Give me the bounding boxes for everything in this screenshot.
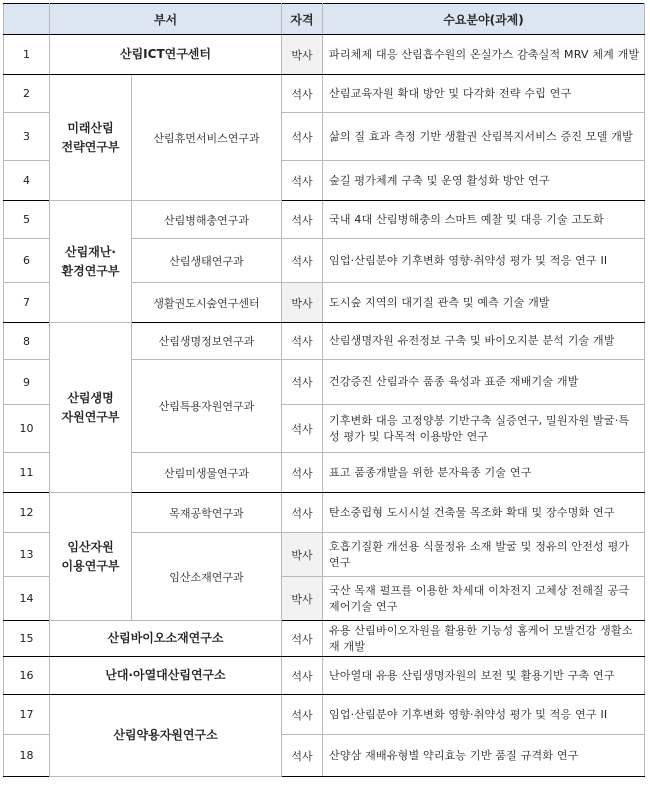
task: 국내 4대 산림병해충의 스마트 예찰 및 대응 기술 고도화 xyxy=(323,201,645,239)
qualification: 석사 xyxy=(282,735,323,777)
qualification: 석사 xyxy=(282,695,323,735)
department: 난대·아열대산림연구소 xyxy=(50,657,282,695)
task: 도시숲 지역의 대기질 관측 및 예측 기술 개발 xyxy=(323,283,645,323)
qualification: 석사 xyxy=(282,161,323,201)
task: 산양삼 재배유형별 약리효능 기반 품질 규격화 연구 xyxy=(323,735,645,777)
qualification: 석사 xyxy=(282,239,323,283)
row-number: 3 xyxy=(4,113,50,161)
row-number: 17 xyxy=(4,695,50,735)
qualification: 박사 xyxy=(282,577,323,621)
sub-department: 산림생명정보연구과 xyxy=(132,323,282,360)
task: 파리체제 대응 산림흡수원의 온실가스 감축실적 MRV 체계 개발 xyxy=(323,35,645,75)
header-number xyxy=(4,4,50,35)
row-number: 10 xyxy=(4,405,50,453)
task: 임업·산림분야 기후변화 영향·취약성 평가 및 적응 연구 II xyxy=(323,239,645,283)
task: 임업·산림분야 기후변화 영향·취약성 평가 및 적응 연구 II xyxy=(323,695,645,735)
sub-department: 산림생태연구과 xyxy=(132,239,282,283)
table-row xyxy=(4,35,645,75)
qualification: 박사 xyxy=(282,35,323,75)
row-number: 6 xyxy=(4,239,50,283)
task: 산림교육자원 확대 방안 및 다각화 전략 수립 연구 xyxy=(323,75,645,113)
task: 산림생명자원 유전정보 구축 및 바이오지분 분석 기술 개발 xyxy=(323,323,645,360)
sub-department: 임산소재연구과 xyxy=(132,533,282,621)
department: 산림바이오소재연구소 xyxy=(50,621,282,657)
qualification: 석사 xyxy=(282,453,323,493)
sub-department: 목재공학연구과 xyxy=(132,493,282,533)
department: 산림ICT연구센터 xyxy=(50,35,282,75)
task: 삶의 질 효과 측정 기반 생활권 산림복지서비스 증진 모델 개발 xyxy=(323,113,645,161)
row-number: 1 xyxy=(4,35,50,75)
qualification: 석사 xyxy=(282,75,323,113)
row-number: 11 xyxy=(4,453,50,493)
row-number: 7 xyxy=(4,283,50,323)
task: 기후변화 대응 고정양봉 기반구축 실증연구, 밀원자원 발굴·특성 평가 및 다목적 이용방안 연구 xyxy=(323,405,645,453)
task: 난아열대 유용 산림생명자원의 보전 및 활용기반 구축 연구 xyxy=(323,657,645,695)
qualification: 석사 xyxy=(282,201,323,239)
sub-department: 산림휴먼서비스연구과 xyxy=(132,75,282,201)
table-row xyxy=(4,323,645,360)
table-row xyxy=(4,695,645,735)
table-row xyxy=(4,201,645,239)
table-row xyxy=(4,75,645,113)
header-field: 수요분야(과제) xyxy=(323,4,645,35)
department: 산림재난· 환경연구부 xyxy=(50,201,132,323)
row-number: 9 xyxy=(4,360,50,405)
row-number: 13 xyxy=(4,533,50,577)
task: 유용 산림바이오자원을 활용한 기능성 홈케어 모발건강 생활소재 개발 xyxy=(323,621,645,657)
department: 미래산림 전략연구부 xyxy=(50,75,132,201)
qualification: 박사 xyxy=(282,533,323,577)
qualification: 석사 xyxy=(282,405,323,453)
row-number: 8 xyxy=(4,323,50,360)
qualification: 석사 xyxy=(282,113,323,161)
row-number: 18 xyxy=(4,735,50,777)
row-number: 15 xyxy=(4,621,50,657)
row-number: 16 xyxy=(4,657,50,695)
qualification: 석사 xyxy=(282,621,323,657)
table-row xyxy=(4,493,645,533)
task: 국산 목재 펄프를 이용한 차세대 이차전지 고체상 전해질 공극 제어기술 연구 xyxy=(323,577,645,621)
table-row xyxy=(4,657,645,695)
header-department: 부서 xyxy=(50,4,282,35)
task: 표고 품종개발을 위한 분자육종 기술 연구 xyxy=(323,453,645,493)
qualification: 석사 xyxy=(282,360,323,405)
row-number: 12 xyxy=(4,493,50,533)
sub-department: 생활권도시숲연구센터 xyxy=(132,283,282,323)
header-row xyxy=(4,4,645,35)
task: 숲길 평가체계 구축 및 운영 활성화 방안 연구 xyxy=(323,161,645,201)
demand-table xyxy=(3,3,645,777)
row-number: 14 xyxy=(4,577,50,621)
qualification: 석사 xyxy=(282,323,323,360)
row-number: 4 xyxy=(4,161,50,201)
table-row xyxy=(4,621,645,657)
sub-department: 산림병해충연구과 xyxy=(132,201,282,239)
department: 임산자원 이용연구부 xyxy=(50,493,132,621)
task: 탄소중립형 도시시설 건축물 목조화 확대 및 장수명화 연구 xyxy=(323,493,645,533)
qualification: 박사 xyxy=(282,283,323,323)
row-number: 5 xyxy=(4,201,50,239)
sub-department: 산림특용자원연구과 xyxy=(132,360,282,453)
department: 산림생명 자원연구부 xyxy=(50,323,132,493)
qualification: 석사 xyxy=(282,657,323,695)
header-qualification: 자격 xyxy=(282,4,323,35)
row-number: 2 xyxy=(4,75,50,113)
task: 호흡기질환 개선용 식물정유 소재 발굴 및 정유의 안전성 평가 연구 xyxy=(323,533,645,577)
sub-department: 산림미생물연구과 xyxy=(132,453,282,493)
task: 건강증진 산림과수 품종 육성과 표준 재배기술 개발 xyxy=(323,360,645,405)
qualification: 석사 xyxy=(282,493,323,533)
department: 산림약용자원연구소 xyxy=(50,695,282,777)
